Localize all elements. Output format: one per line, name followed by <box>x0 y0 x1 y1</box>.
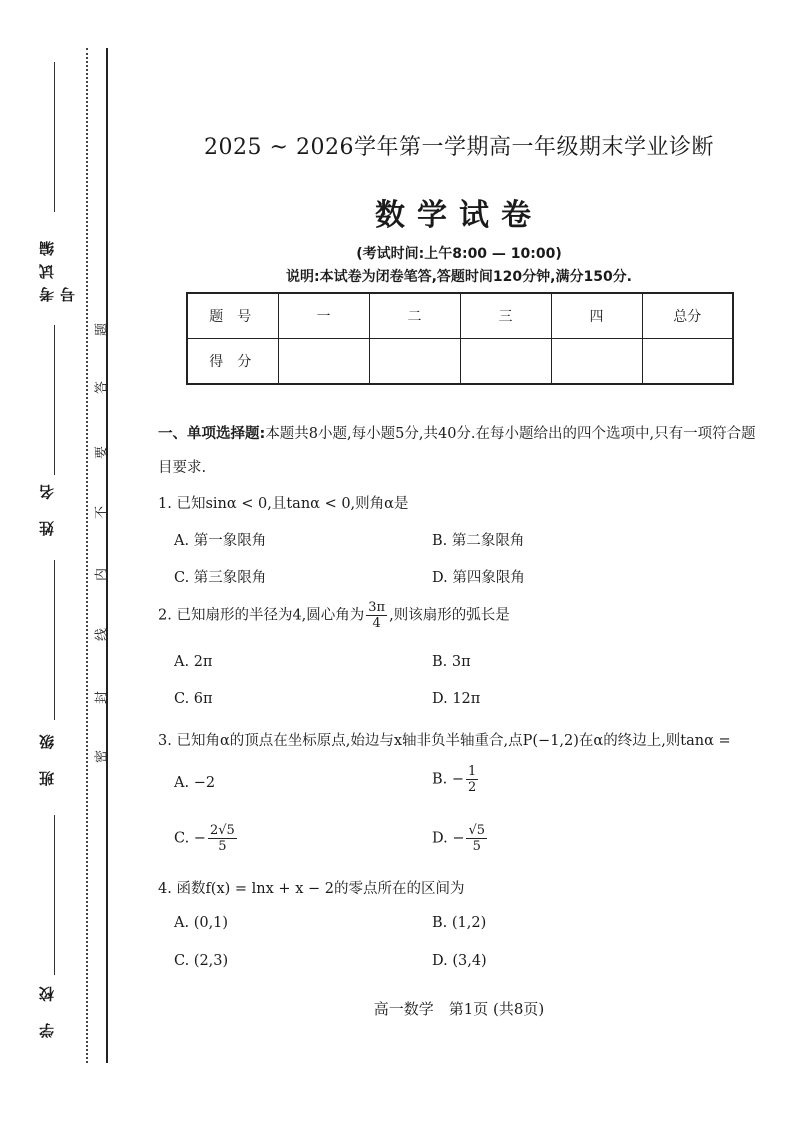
q4-option-d: D. (3,4) <box>432 953 487 969</box>
score-table-header-row <box>187 293 733 339</box>
section-description: 本题共8小题,每小题5分,共40分.在每小题给出的四个选项中,只有一项符合题目要求. <box>158 426 756 476</box>
q3-option-a: A. −2 <box>174 775 216 791</box>
q3-b-prefix: B. − <box>432 771 465 788</box>
seal-char: 内 <box>94 568 110 582</box>
q2-text-post: ,则该扇形的弧长是 <box>389 607 510 624</box>
binding-dotted-line <box>86 48 88 1063</box>
q2-frac-num: 3π <box>368 600 386 615</box>
q3-option-b <box>432 764 480 795</box>
section-title: 一、单项选择题: <box>158 426 266 442</box>
exam-no-line <box>54 62 55 212</box>
header-cell: 二 <box>369 293 460 339</box>
q3-option-d <box>432 823 489 854</box>
school-line <box>54 815 55 975</box>
q3-c-prefix: C. − <box>174 830 206 847</box>
q1-option-a: A. 第一象限角 <box>174 533 267 549</box>
seal-char: 封 <box>94 691 110 705</box>
score-table <box>186 292 734 385</box>
exam-instructions: 说明:本试卷为闭卷笔答,答题时间120分钟,满分150分. <box>286 269 632 285</box>
header-cell: 四 <box>551 293 642 339</box>
q1-option-d: D. 第四象限角 <box>432 570 525 586</box>
q2-option-c: C. 6π <box>174 691 213 707</box>
score-cell[interactable] <box>551 339 642 385</box>
q2-option-a: A. 2π <box>174 654 213 670</box>
header-cell: 题号 <box>187 293 278 339</box>
q4-option-b: B. (1,2) <box>432 915 487 931</box>
score-row-label: 得分 <box>187 339 278 385</box>
q2-text-pre: 2. 已知扇形的半径为4,圆心角为 <box>158 607 365 624</box>
seal-char: 要 <box>94 446 110 460</box>
seal-char: 不 <box>94 506 110 520</box>
q3-c-den: 5 <box>218 839 227 854</box>
q3-d-fraction <box>466 823 487 854</box>
seal-char: 密 <box>94 750 110 764</box>
class-label: 班 级 <box>38 726 56 786</box>
q2-option-d: D. 12π <box>432 691 481 707</box>
q3-b-fraction <box>466 764 478 795</box>
exam-time: (考试时间:上午8:00 — 10:00) <box>356 246 562 262</box>
q3-d-num: √5 <box>468 823 486 838</box>
q2-option-b: B. 3π <box>432 654 471 670</box>
seal-char: 线 <box>94 628 110 642</box>
exam-title: 2025 ~ 2026学年第一学期高一年级期末学业诊断 <box>204 135 714 160</box>
question-1: 1. 已知sinα < 0,且tanα < 0,则角α是 <box>158 496 409 512</box>
question-3: 3. 已知角α的顶点在坐标原点,始边与x轴非负半轴重合,点P(−1,2)在α的终边上,则tanα = <box>158 733 731 749</box>
score-cell[interactable] <box>460 339 551 385</box>
seal-char: 题 <box>94 323 110 337</box>
q1-option-c: C. 第三象限角 <box>174 570 267 586</box>
q4-option-c: C. (2,3) <box>174 953 229 969</box>
school-label: 学 校 <box>38 978 56 1038</box>
score-cell[interactable] <box>642 339 733 385</box>
q3-c-num: 2√5 <box>209 823 235 838</box>
name-line <box>54 325 55 475</box>
question-2 <box>158 600 778 631</box>
header-cell: 一 <box>278 293 369 339</box>
subject-title: 数学试卷 <box>375 198 543 233</box>
section-heading <box>158 417 766 485</box>
score-cell[interactable] <box>369 339 460 385</box>
q3-d-prefix: D. − <box>432 830 465 847</box>
score-cell[interactable] <box>278 339 369 385</box>
binding-solid-line <box>106 48 108 1063</box>
q3-b-num: 1 <box>468 764 477 779</box>
q3-option-c <box>174 823 239 854</box>
q2-fraction <box>366 600 387 631</box>
class-line <box>54 560 55 720</box>
q3-d-den: 5 <box>472 839 481 854</box>
question-4: 4. 函数f(x) = lnx + x − 2的零点所在的区间为 <box>158 881 465 897</box>
score-table-score-row <box>187 339 733 385</box>
page-footer: 高一数学 第1页 (共8页) <box>373 1000 545 1018</box>
header-cell: 三 <box>460 293 551 339</box>
seal-char: 答 <box>94 381 110 395</box>
q4-option-a: A. (0,1) <box>174 915 229 931</box>
exam-no-label: 考试编号 <box>38 233 77 302</box>
q1-option-b: B. 第二象限角 <box>432 533 525 549</box>
header-cell: 总分 <box>642 293 733 339</box>
name-label: 姓 名 <box>38 476 56 536</box>
q3-c-fraction <box>208 823 237 854</box>
q2-frac-den: 4 <box>372 616 381 631</box>
q3-b-den: 2 <box>468 780 477 795</box>
